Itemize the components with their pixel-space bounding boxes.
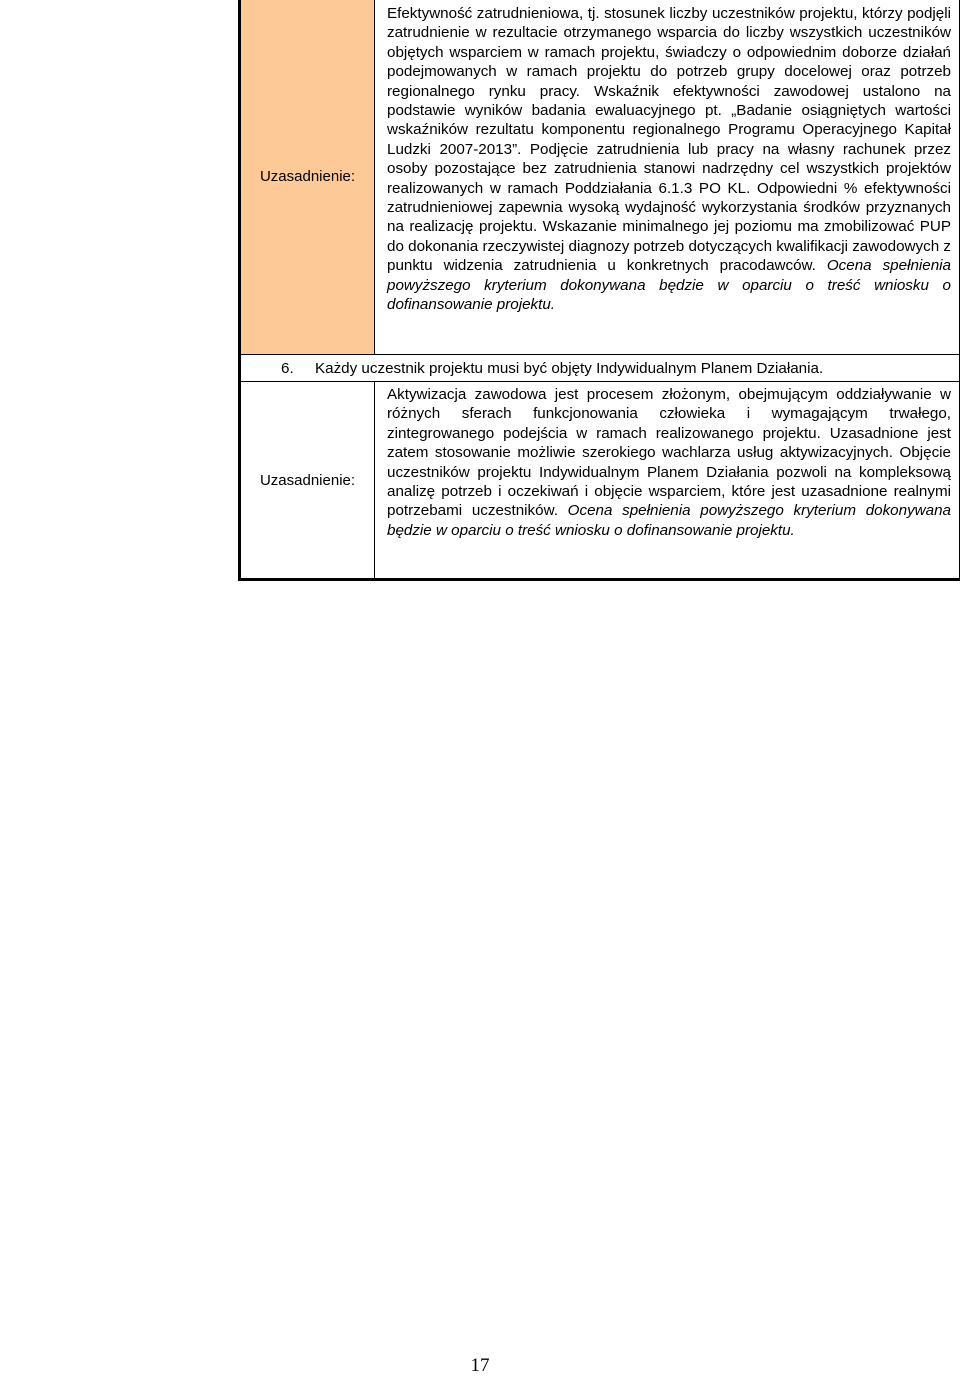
criterion-number: 6. xyxy=(281,360,294,377)
criteria-table xyxy=(238,0,960,581)
page-number: 17 xyxy=(470,1355,490,1376)
assessment-note: Ocena spełnienia powyższego kryterium dokonywana będzie w oparciu o treść wniosku o dofinansowanie projektu. xyxy=(387,502,951,539)
assessment-note: Ocena spełnienia powyższego kryterium dokonywana będzie w oparciu o treść wniosku o dofinansowanie projektu. xyxy=(387,257,951,314)
justification-text-block xyxy=(387,385,951,540)
justification-body: Aktywizacja zawodowa jest procesem złożonym, obejmującym oddziaływanie w różnych sferach funkcjonowania człowieka i wymagającym trwałego, zintegrowanego podejścia w ramach realizowanego projektu. Uzasadnione jest zatem stosowanie możliwie szerokiego wachlarza usług aktywizacyjnych. Objęcie uczestników projektu Indywidualnym Planem Działania pozwoli na kompleksową analizę potrzeb i oczekiwań i objęcie wsparciem, które jest uzasadnione realnymi potrzebami uczestników. xyxy=(387,386,951,520)
criterion-row xyxy=(241,355,959,382)
justification-row xyxy=(241,0,959,355)
criterion-text: Każdy uczestnik projektu musi być objęty Indywidualnym Planem Działania. xyxy=(315,360,824,377)
criterion-heading xyxy=(281,359,823,378)
label-cell xyxy=(241,382,375,578)
label-cell xyxy=(241,0,375,354)
justification-label: Uzasadnienie: xyxy=(259,168,356,185)
content-cell xyxy=(375,382,959,578)
justification-body: Efektywność zatrudnieniowa, tj. stosunek liczby uczestników projektu, którzy podjęli zatrudnienie w rezultacie otrzymanego wsparcia do liczby wszystkich uczestników objętych wsparciem w ramach projektu, świadczy o odpowiednim doborze działań podejmowanych w ramach projektu do potrzeb grupy docelowej oraz potrzeb regionalnego rynku pracy. Wskaźnik efektywności zawodowej ustalono na podstawie wyników badania ewaluacyjnego pt. „Badanie osiągniętych wartości wskaźników rezultatu komponentu regionalnego Programu Operacyjnego Kapitał Ludzki 2007-2013”. Podjęcie zatrudnienia lub pracy na własny rachunek przez osoby pozostające bez zatrudnienia stanowi nadrzędny cel wszystkich projektów realizowanych w ramach Poddziałania 6.1.3 PO KL. Odpowiedni % efektywności zatrudnieniowej zapewnia wysoką wydajność wykorzystania środków przyznanych na realizację projektu. Wskazanie minimalnego jej poziomu ma zmobilizować PUP do dokonania rzeczywistej diagnozy potrzeb dotyczących kwalifikacji zawodowych z punktu widzenia zatrudnienia u konkretnych pracodawców. xyxy=(387,5,951,275)
justification-label: Uzasadnienie: xyxy=(259,472,356,489)
justification-row xyxy=(241,382,959,578)
content-cell xyxy=(375,0,959,354)
justification-text-block xyxy=(387,4,951,315)
